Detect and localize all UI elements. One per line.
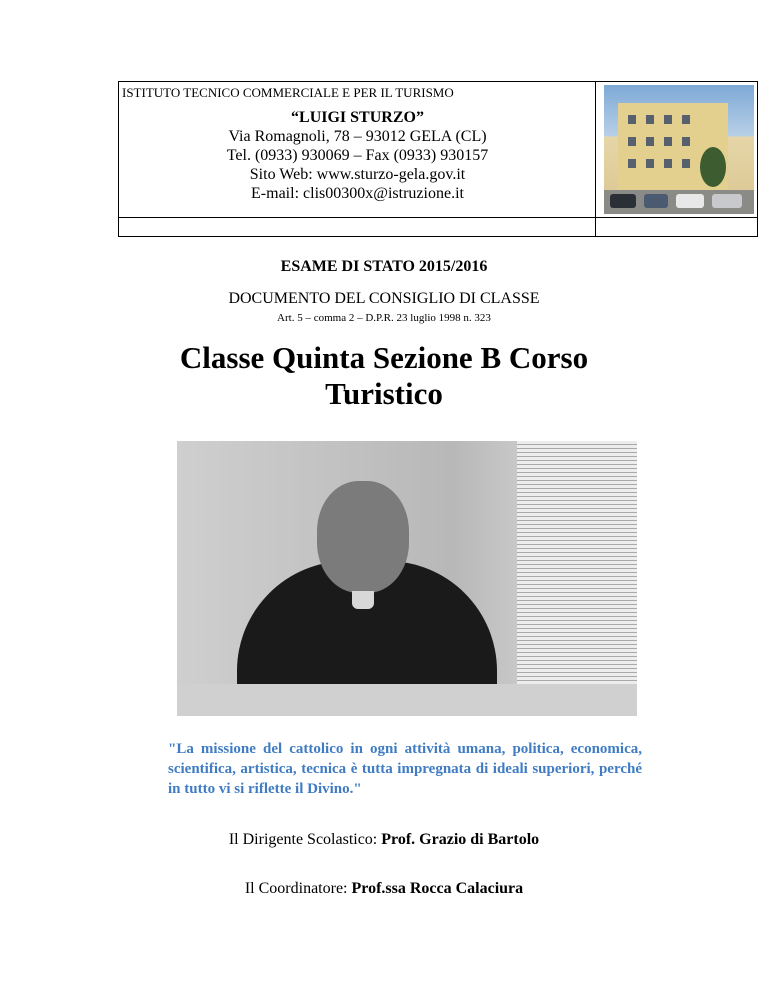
class-title: Classe Quinta Sezione B Corso Turistico: [179, 340, 589, 411]
principal-signature: [0, 831, 768, 849]
institute-type: ISTITUTO TECNICO COMMERCIALE E PER IL TURISMO: [122, 85, 454, 100]
exam-title: ESAME DI STATO 2015/2016: [280, 258, 488, 275]
school-email: E-mail: clis00300x@istruzione.it: [251, 185, 464, 202]
coordinator-signature: [0, 880, 768, 898]
school-building-photo: [604, 85, 754, 214]
header-empty-row: [119, 217, 757, 237]
sturzo-quote: "La missione del cattolico in ogni attività umana, politica, economica, scientifica, artistica, tecnica è tutta impregnata di ideali superiori, perché in tutto vi si riflette il Divino.": [168, 741, 642, 797]
coordinator-label: Il Coordinatore:: [244, 880, 348, 897]
school-header-table: [118, 81, 758, 237]
legal-reference: Art. 5 – comma 2 – D.P.R. 23 luglio 1998 n. 323: [277, 312, 491, 324]
luigi-sturzo-portrait: [177, 441, 637, 716]
principal-label: Il Dirigente Scolastico:: [228, 831, 378, 848]
document-title: DOCUMENTO DEL CONSIGLIO DI CLASSE: [228, 290, 540, 307]
principal-name: Prof. Grazio di Bartolo: [381, 831, 540, 848]
school-phone: Tel. (0933) 930069 – Fax (0933) 930157: [226, 147, 489, 164]
school-contact-block: [119, 108, 596, 203]
school-info-cell: [119, 82, 596, 217]
school-photo-cell: [596, 82, 757, 217]
school-website: Sito Web: www.sturzo-gela.gov.it: [249, 166, 466, 183]
coordinator-name: Prof.ssa Rocca Calaciura: [351, 880, 524, 897]
school-address: Via Romagnoli, 78 – 93012 GELA (CL): [228, 128, 487, 145]
school-name: “LUIGI STURZO”: [291, 109, 424, 126]
